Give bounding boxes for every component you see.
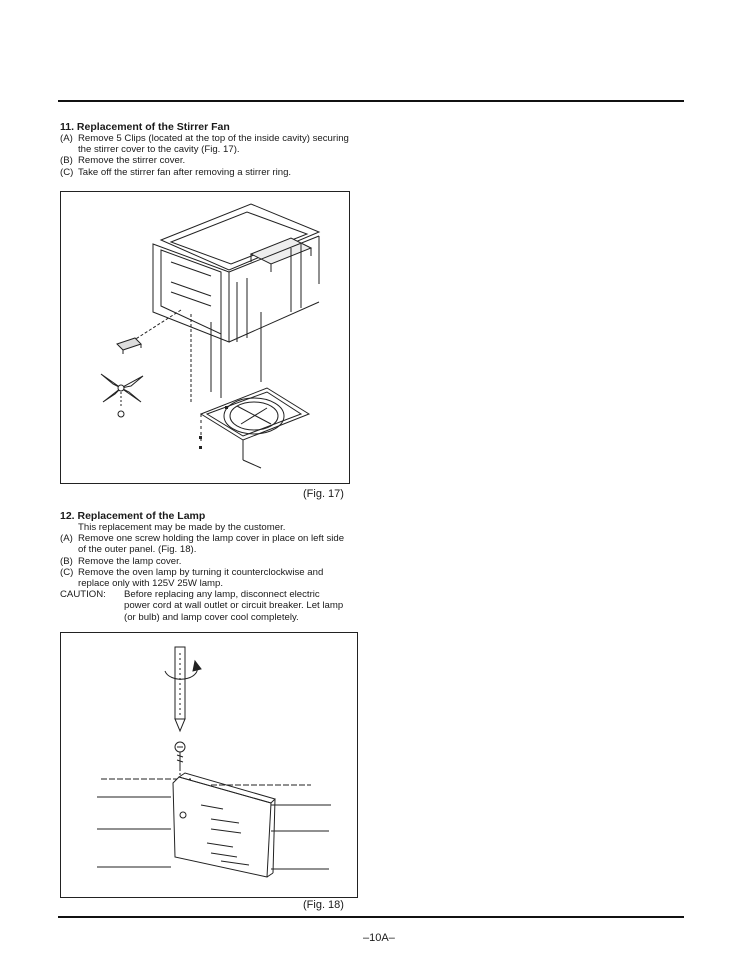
figure-17-frame [60,191,350,484]
step-label: (A) [60,533,73,545]
step-text: Take off the stirrer fan after removing a stirrer ring. [78,166,292,178]
figure-18-caption: (Fig. 18) [303,899,344,911]
bottom-rule [58,916,684,918]
step-text: Remove the oven lamp by turning it counterclockwise and replace only with 125V 25W lamp. [78,566,324,590]
step-b [60,155,360,166]
step-label: (B) [60,155,73,167]
step-text: Remove one screw holding the lamp cover in place on left side of the outer panel. (Fig. 18). [78,533,345,556]
stirrer-fan-exploded-diagram [61,192,349,483]
step-label: (B) [60,555,73,567]
figure-17-caption: (Fig. 17) [303,488,344,500]
caution-label: CAUTION: [60,589,106,601]
section-heading: 11. Replacement of the Stirrer Fan [60,121,230,133]
top-rule [58,100,684,102]
page-number: –10A– [363,932,395,944]
step-text: Remove 5 Clips (located at the top of the inside cavity) securing the stirrer cover to the cavity (Fig. 17). [78,133,349,156]
step-b [60,556,345,567]
section-stirrer-fan [60,121,360,178]
section-heading: 12. Replacement of the Lamp [60,510,206,522]
caution-text: Before replacing any lamp, disconnect electric power cord at wall outlet or circuit breaker. Let lamp (or bulb) and lamp cover cool completely. [124,589,344,623]
step-a [60,533,345,555]
step-label: (A) [60,133,73,144]
step-text: Remove the lamp cover. [78,555,182,567]
figure-18-frame [60,632,358,898]
section-lamp [60,510,345,623]
step-text: Remove the stirrer cover. [78,155,186,167]
step-c [60,567,345,589]
step-c [60,167,360,178]
lamp-replacement-diagram [61,633,357,897]
section-intro: This replacement may be made by the customer. [78,522,286,533]
step-label: (C) [60,566,74,578]
step-a [60,133,360,155]
caution-note [60,589,345,623]
step-label: (C) [60,166,74,178]
